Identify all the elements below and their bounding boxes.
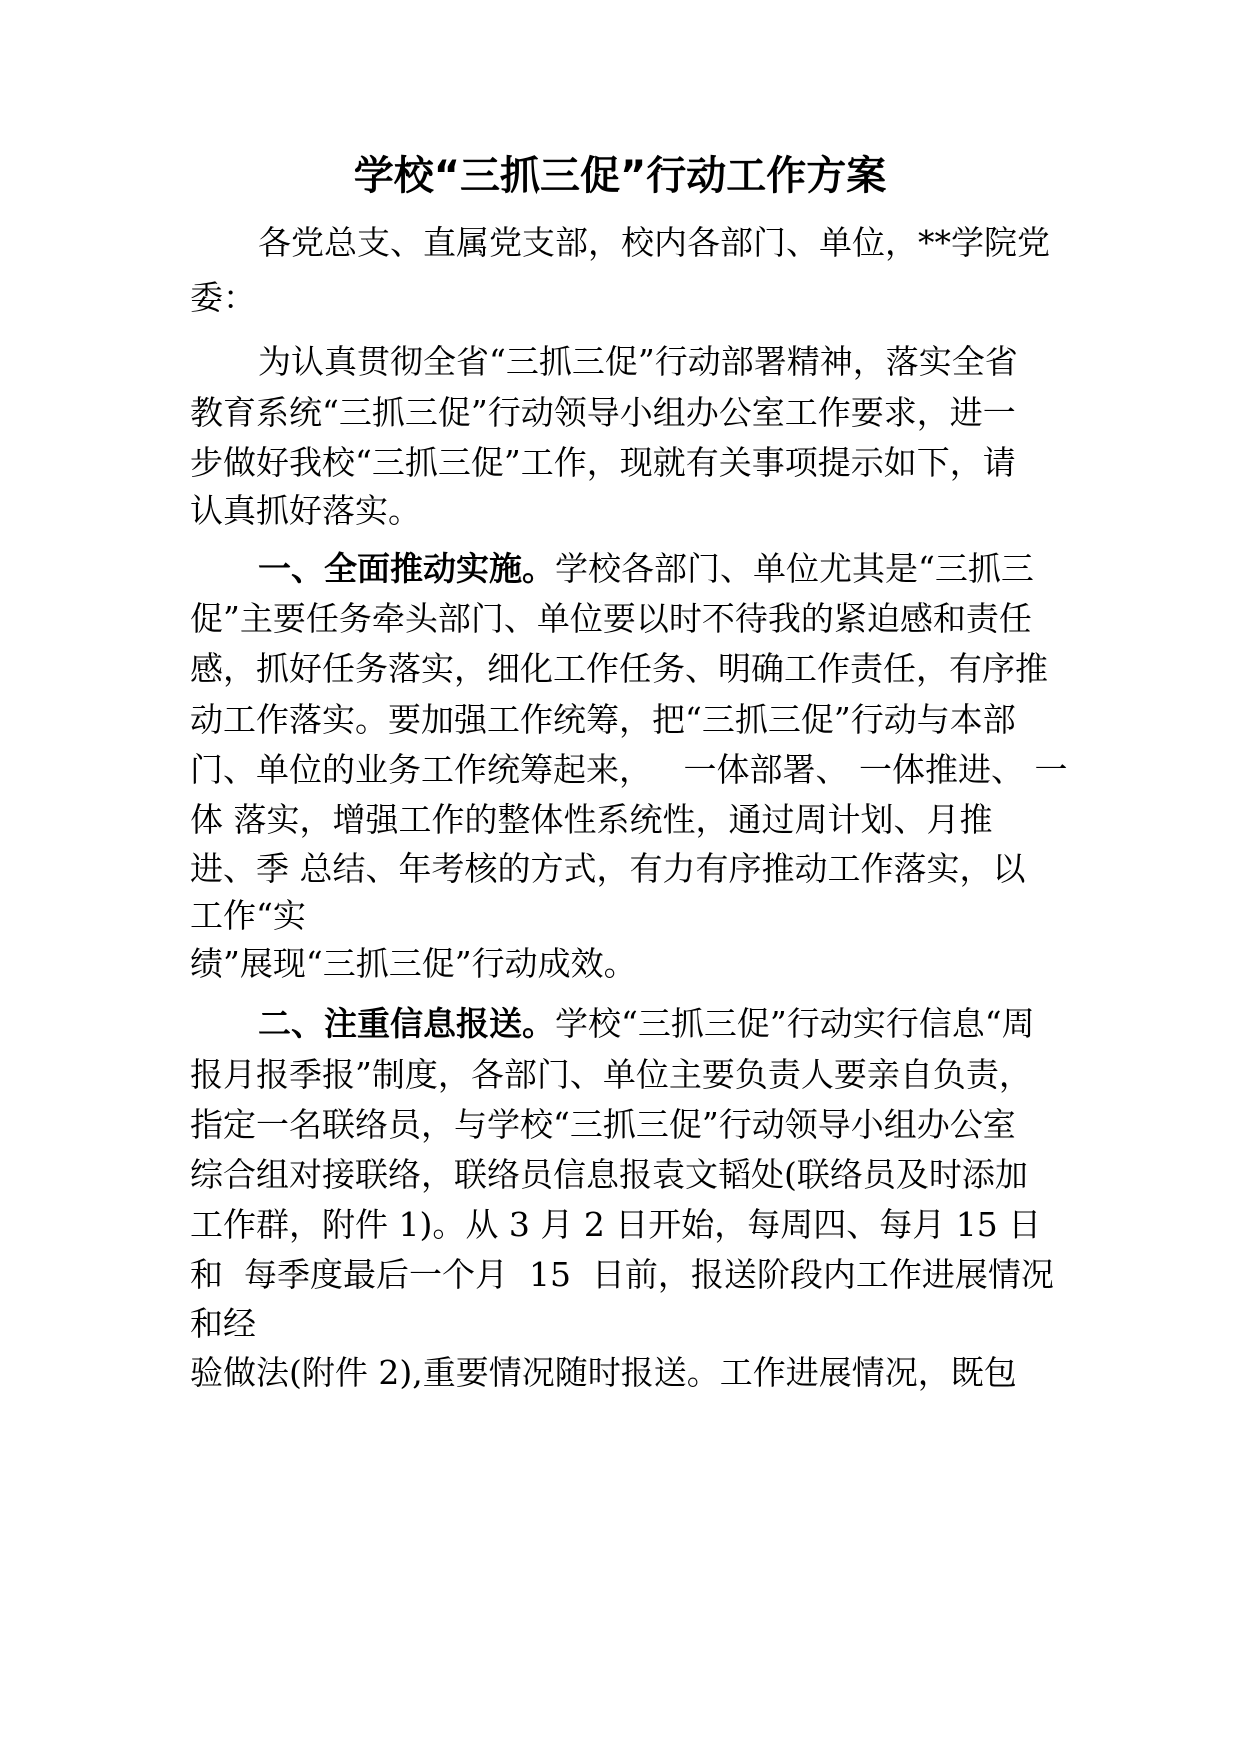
- paragraph-line: 体 落实，增强工作的整体性系统性，通过周计划、月推: [190, 800, 993, 839]
- section-line: [258, 546, 1034, 592]
- paragraph-line: 和 每季度最后一个月 15 日前，报送阶段内工作进展情况: [190, 1255, 1054, 1294]
- paragraph-line: 绩”展现“三抓三促”行动成效。: [190, 944, 637, 983]
- document-title: 学校“三抓三促”行动工作方案: [353, 153, 887, 199]
- paragraph-line: 动工作落实。要加强工作统筹，把“三抓三促”行动与本部: [190, 700, 1016, 739]
- paragraph-line: 工作“实: [190, 896, 306, 935]
- paragraph-line: 教育系统“三抓三促”行动领导小组办公室工作要求，进一: [190, 393, 1016, 432]
- paragraph-line: 感，抓好任务落实，细化工作任务、明确工作责任，有序推: [190, 649, 1048, 688]
- paragraph-line: 综合组对接联络，联络员信息报袁文韬处(联络员及时添加: [190, 1155, 1028, 1194]
- paragraph-line: 工作群，附件 1)。从 3 月 2 日开始，每周四、每月 15 日: [190, 1205, 1042, 1244]
- paragraph-line: 进、季 总结、年考核的方式，有力有序推动工作落实，以: [190, 849, 1026, 888]
- section-text: 学校“三抓三促”行动实行信息“周: [555, 1004, 1035, 1043]
- section-text: 学校各部门、单位尤其是“三抓三: [555, 549, 1034, 588]
- paragraph-line: 和经: [190, 1304, 256, 1343]
- section-line: [258, 1001, 1035, 1047]
- salutation-line: 各党总支、直属党支部，校内各部门、单位，**学院党: [258, 223, 1050, 262]
- paragraph-line: 验做法(附件 2),重要情况随时报送。工作进展情况，既包: [190, 1353, 1017, 1392]
- salutation-line: 委：: [190, 278, 256, 317]
- paragraph-line: 步做好我校“三抓三促”工作，现就有关事项提示如下，请: [190, 443, 1016, 482]
- section-heading: 二、注重信息报送。: [258, 1004, 555, 1043]
- paragraph-line: 认真抓好落实。: [190, 491, 421, 530]
- paragraph-line: 为认真贯彻全省“三抓三促”行动部署精神，落实全省: [258, 342, 1018, 381]
- paragraph-line: 报月报季报”制度，各部门、单位主要负责人要亲自负责，: [190, 1055, 1032, 1094]
- paragraph-line: 门、单位的业务工作统筹起来， 一体部署、 一体推进、 一: [190, 750, 1068, 789]
- section-heading: 一、全面推动实施。: [258, 549, 555, 588]
- paragraph-line: 促”主要任务牵头部门、单位要以时不待我的紧迫感和责任: [190, 599, 1032, 638]
- paragraph-line: 指定一名联络员，与学校“三抓三促”行动领导小组办公室: [190, 1105, 1016, 1144]
